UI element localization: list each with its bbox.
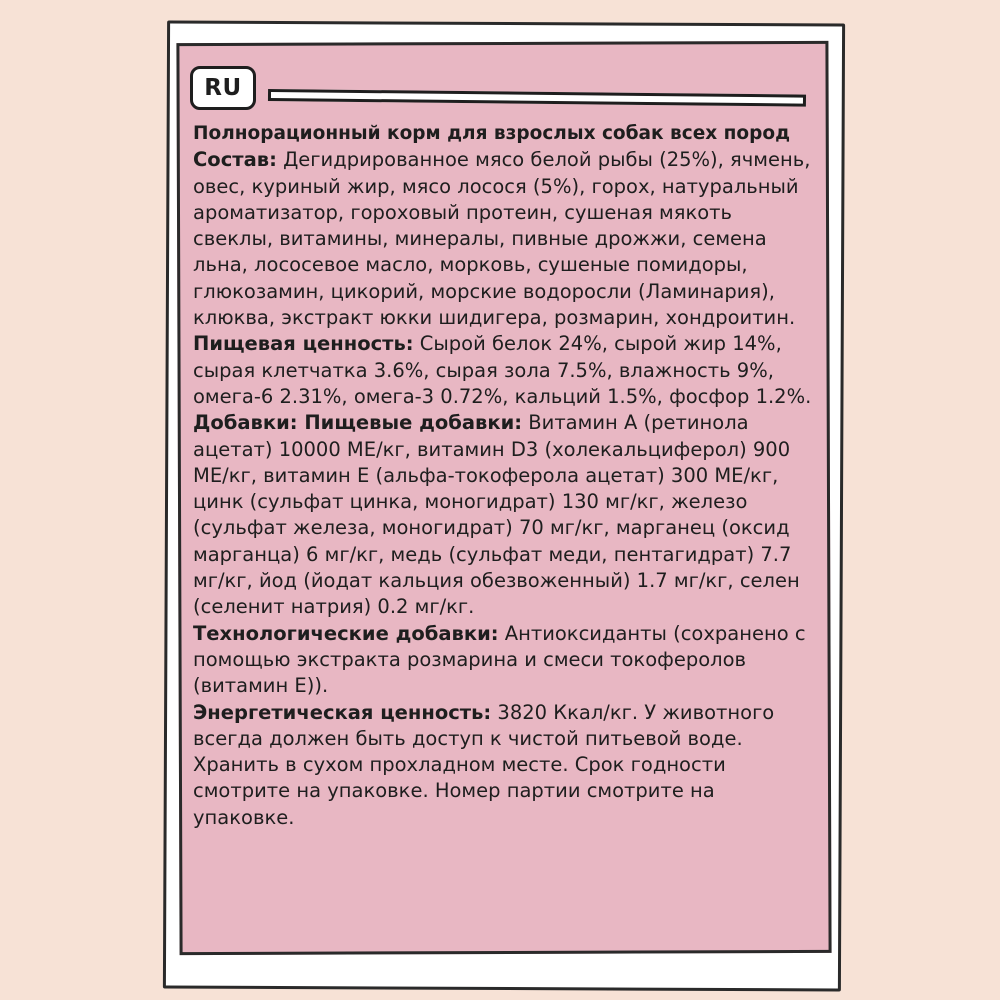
additives-section [193,410,813,620]
nutrition-section [193,331,813,410]
energy-section [193,700,813,831]
label-text [193,121,813,831]
energy-label: Энергетическая ценность: [193,700,492,724]
product-title: Полнорационный корм для взрослых собак всех пород [193,123,791,144]
additives-text: Витамин А (ретинола ацетат) 10000 МЕ/кг, витамин D3 (холекальциферол) 900 МЕ/кг, витамин Е (альфа-токоферола ацетат) 300 МЕ/кг, цинк (сульфат цинка, моногидрат) 130 мг/кг, железо (сульфат железа, моногидрат) 70 мг/кг, марганец (оксид марганца) 6 мг/кг, медь (сульфат меди, пентагидрат) 7.7 мг/кг, йод (йодат кальция обезвоженный) 1.7 мг/кг, селен (селенит натрия) 0.2 мг/кг. [193,411,800,619]
technological-text: Антиоксиданты (сохранено с помощью экстракта розмарина и смеси токоферолов (витамин Е)). [193,621,806,698]
composition-label: Состав: [193,148,277,172]
energy-text: 3820 Ккал/кг. У животного всегда должен быть доступ к чистой питьевой воде. Хранить в сухом прохладном месте. Срок годности смотрите на упаковке. Номер партии смотрите на упаковке. [193,700,775,829]
composition-text: Дегидрированное мясо белой рыбы (25%), ячмень, овес, куриный жир, мясо лосося (5%), горох, натуральный ароматизатор, гороховый протеин, сушеная мякоть свеклы, витамины, минералы, пивные дрожжи, семена льна, лососевое масло, морковь, сушеные помидоры, глюкозамин, цикорий, морские водоросли (Ламинария), клюква, экстракт юкки шидигера, розмарин, хондроитин. [193,148,811,330]
nutrition-text: Сырой белок 24%, сырой жир 14%, сырая клетчатка 3.6%, сырая зола 7.5%, влажность 9%, омега-6 2.31%, омега-3 0.72%, кальций 1.5%, фосфор 1.2%. [193,332,812,408]
additives-label: Добавки: Пищевые добавки: [193,411,523,435]
language-badge: RU [190,66,256,110]
technological-section [193,621,813,700]
nutrition-label: Пищевая ценность: [193,332,414,356]
technological-label: Технологические добавки: [193,621,499,645]
composition-section [193,147,813,331]
